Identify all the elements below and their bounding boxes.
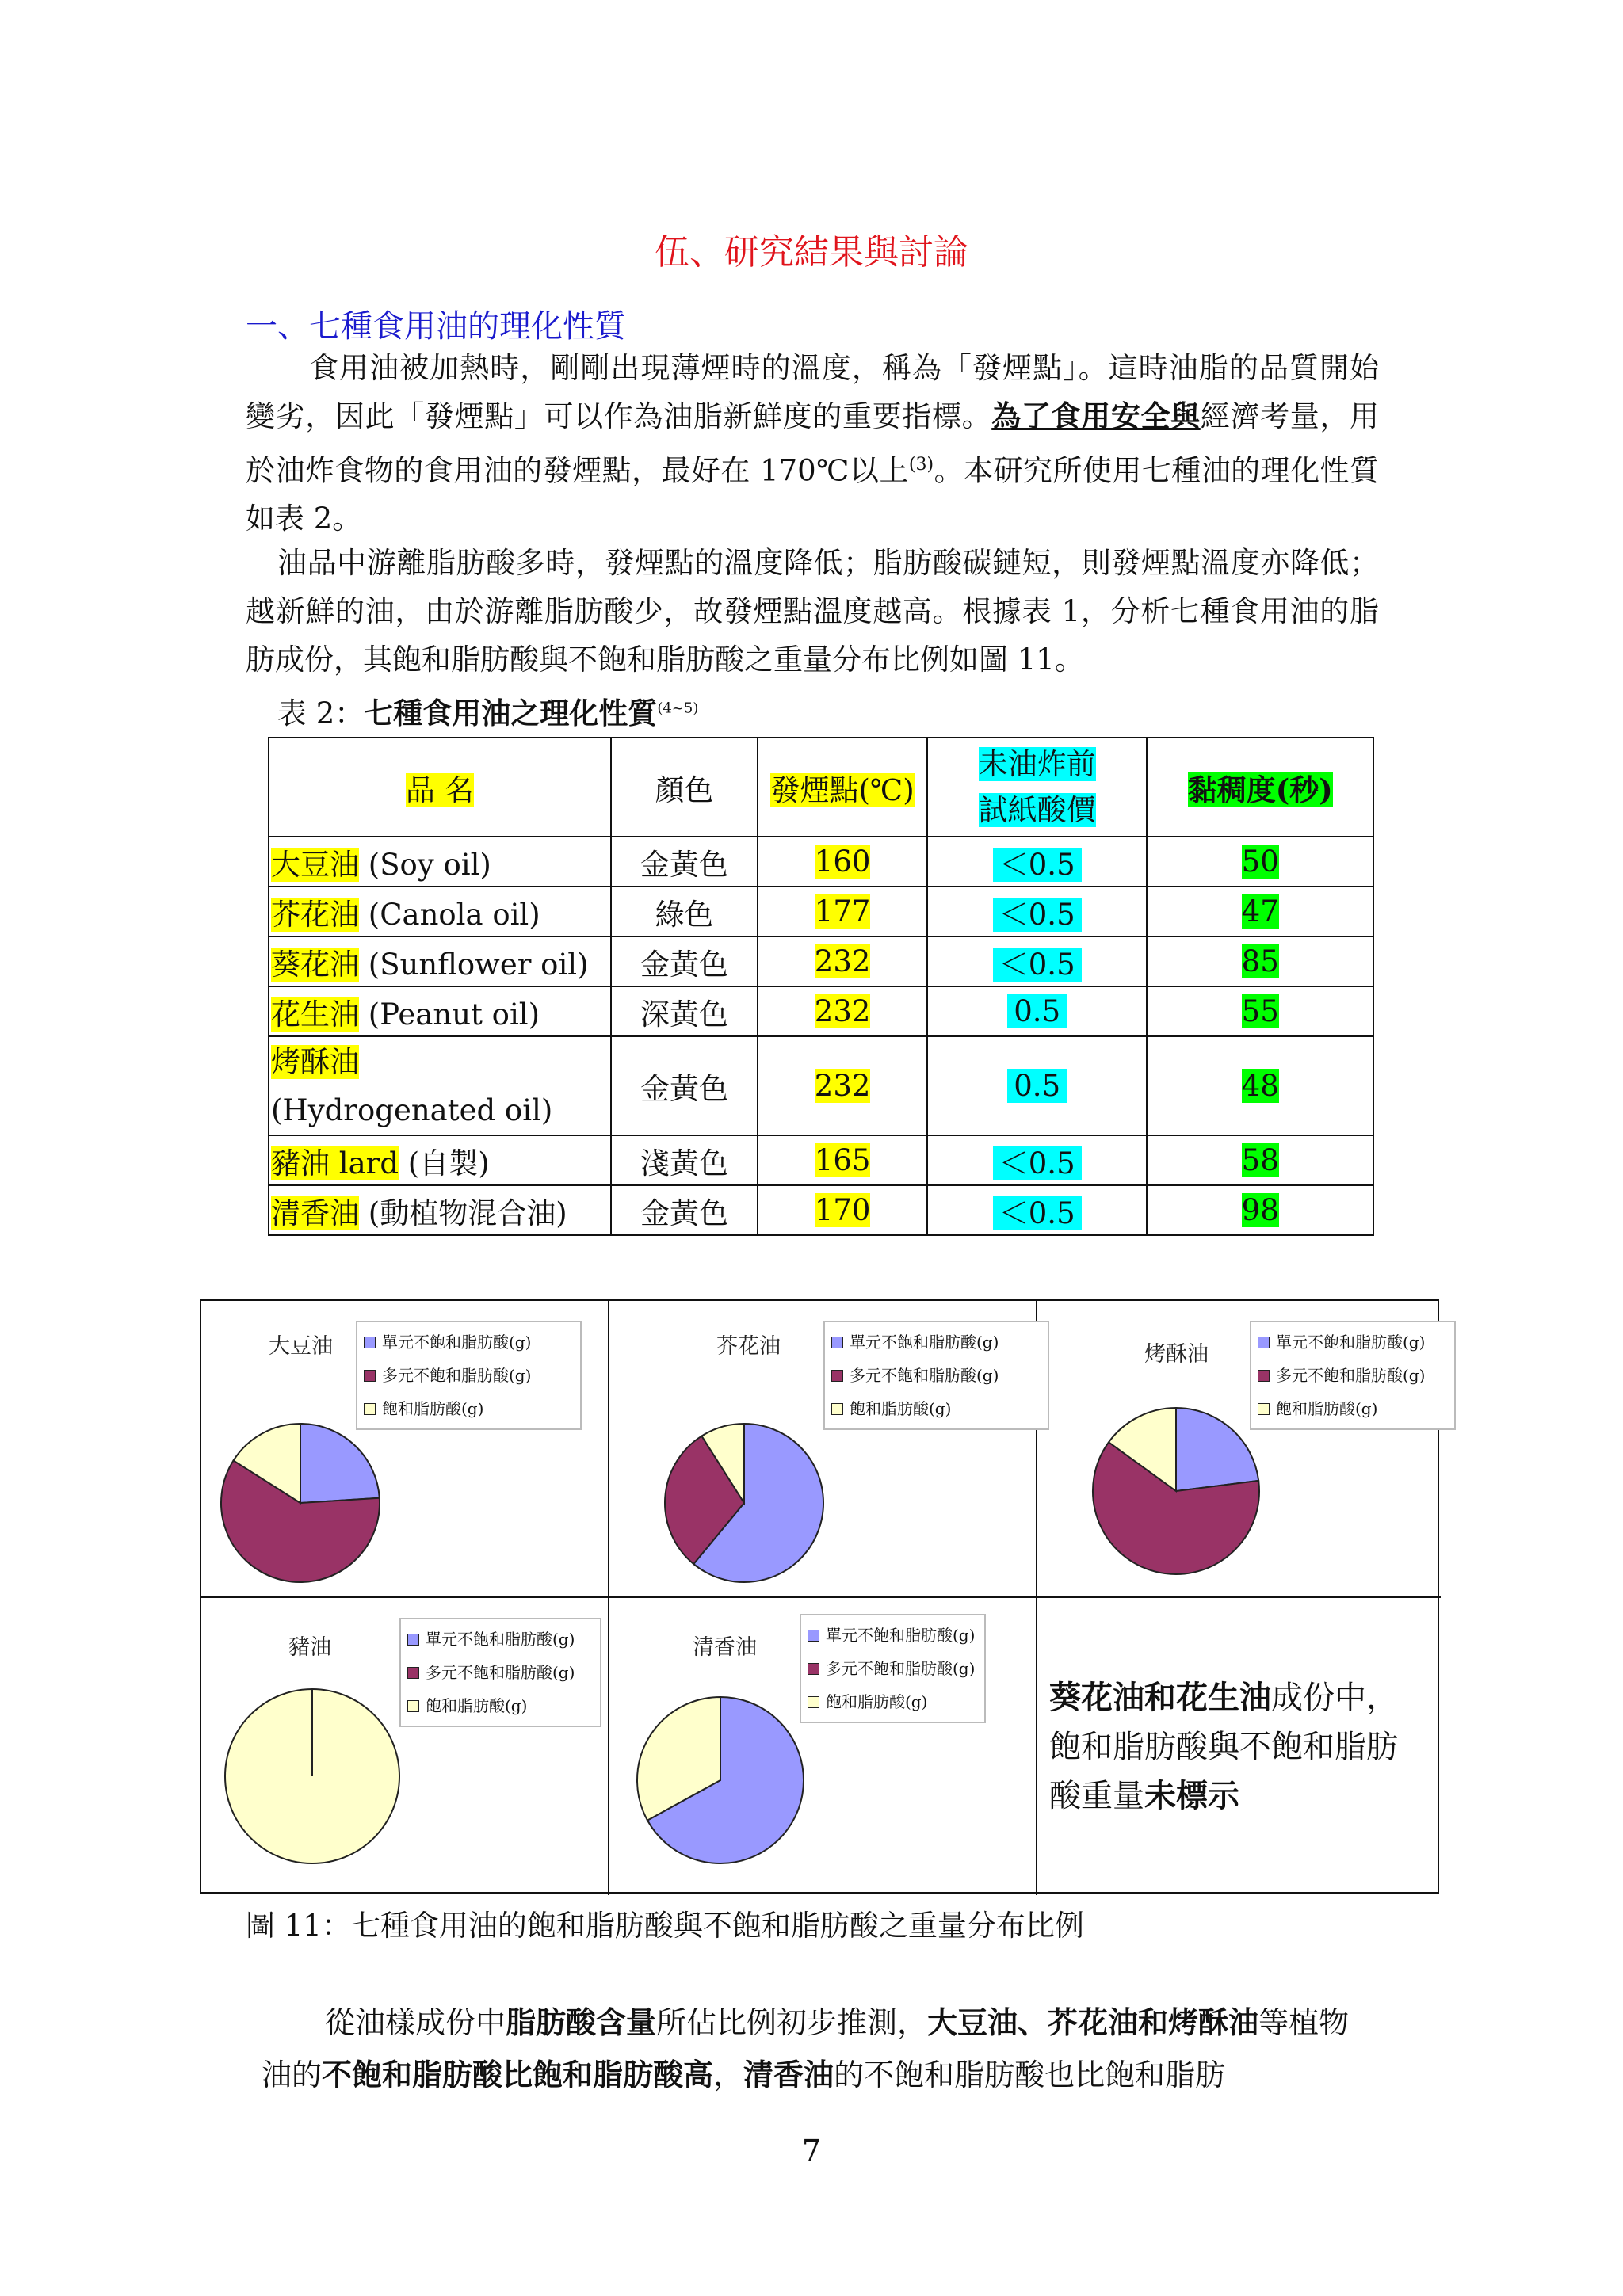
paragraph-fatty-acids: 油品中游離脂肪酸多時，發煙點的溫度降低；脂肪酸碳鏈短，則發煙點溫度亦降低；越新鮮的油，由於游離脂肪酸少，故發煙點溫度越高。根據表 1，分析七種食用油的脂肪成份，其飽和脂肪酸與不飽和脂肪酸之重量分布比例如圖 11。 [246,546,1379,677]
table-row [269,1185,1373,1235]
pie-chart-title: 大豆油 [269,1334,333,1359]
legend-swatch [1258,1337,1270,1348]
acid-value: ＜0.5 [993,1196,1082,1230]
para3-text-4: ， [713,2058,744,2092]
figure-caption: 圖 11：七種食用油的飽和脂肪酸與不飽和脂肪酸之重量分布比例 [246,1909,1084,1943]
legend-swatch [407,1667,419,1679]
oil-name-zh: 芥花油 [271,897,359,932]
table-row [269,887,1373,936]
para3-bold-1: 脂肪酸含量 [506,2004,657,2040]
table-row [269,1135,1373,1185]
subsection-heading: 一、七種食用油的理化性質 [246,308,626,345]
oil-name-en: (自製) [399,1146,490,1180]
pie-chart-cell [201,1598,609,1895]
legend-label: 單元不飽和脂肪酸(g) [1276,1333,1426,1352]
viscosity-cell [1147,887,1373,936]
viscosity: 47 [1241,894,1279,929]
para3-text-5: 的不飽和脂肪酸也比飽和脂肪 [834,2058,1226,2092]
oil-color-cell [611,986,758,1036]
pie-slice [300,1424,380,1503]
table-row [269,936,1373,986]
page-number: 7 [801,2134,822,2168]
table-row [269,1036,1373,1135]
legend-label: 單元不飽和脂肪酸(g) [850,1333,999,1352]
oil-color-cell [611,887,758,936]
legend-swatch [831,1370,843,1382]
legend-swatch [364,1403,376,1415]
legend-item [1258,1325,1448,1359]
legend-label: 飽和脂肪酸(g) [426,1696,528,1715]
viscosity: 48 [1241,1069,1279,1103]
pie-chart-legend [356,1321,582,1430]
header-color-label: 顏色 [655,772,714,807]
pie-chart-legend [399,1618,601,1727]
oil-color-cell [611,1036,758,1135]
legend-item [1258,1392,1448,1425]
table-row [269,837,1373,887]
oil-name-cell [269,1036,611,1135]
table-caption-title: 七種食用油之理化性質 [364,696,658,730]
viscosity: 55 [1241,994,1279,1028]
legend-label: 單元不飽和脂肪酸(g) [826,1626,976,1645]
acid-value-cell [927,986,1148,1036]
smoke-point: 232 [814,1069,871,1103]
citation-ref: (3) [908,455,934,475]
oil-name-en: (動植物混合油) [359,1196,567,1230]
legend-swatch [808,1630,819,1642]
viscosity: 85 [1241,944,1279,978]
legend-swatch [364,1370,376,1382]
acid-value-cell [927,1185,1148,1235]
pie-slice [1176,1408,1258,1491]
legend-label: 多元不飽和脂肪酸(g) [382,1366,532,1385]
smoke-point-cell [758,1135,927,1185]
oil-color: 綠色 [655,897,714,932]
section-heading: 伍、研究結果與討論 [655,232,968,273]
smoke-point-cell [758,1185,927,1235]
header-smoke [758,738,927,837]
smoke-point: 177 [814,894,871,929]
pie-charts-figure [200,1299,1439,1894]
pie-chart-legend [800,1614,986,1723]
smoke-point: 170 [814,1193,871,1227]
smoke-point: 232 [814,994,871,1028]
smoke-point-cell [758,986,927,1036]
legend-swatch [1258,1370,1270,1382]
para3-text-1: 從油樣成份中 [325,2005,506,2040]
legend-label: 多元不飽和脂肪酸(g) [850,1366,999,1385]
oil-name-cell [269,986,611,1036]
pie-chart-cell [1037,1301,1441,1598]
para1-text-2: 經濟考量，用於油炸食物的食用油的發煙點，最好在 170℃以上 [246,399,1380,488]
chart-note [1049,1673,1422,1821]
legend-swatch [831,1337,843,1348]
para3-bold-4: 清香油 [743,2057,834,2092]
legend-item [1258,1359,1448,1392]
legend-swatch [1258,1403,1270,1415]
legend-item [364,1325,574,1359]
viscosity-cell [1147,1135,1373,1185]
header-smoke-label: 發煙點(℃) [770,772,915,807]
legend-label: 飽和脂肪酸(g) [382,1399,484,1418]
oil-color-cell [611,1185,758,1235]
pie-chart-cell [609,1598,1037,1895]
legend-label: 多元不飽和脂肪酸(g) [1276,1366,1426,1385]
table-caption [277,689,698,732]
oil-color: 金黃色 [640,947,728,982]
smoke-point: 160 [814,845,871,879]
oil-name-zh: 豬油 lard [271,1146,399,1180]
acid-value-cell [927,837,1148,887]
paragraph-conclusion [262,1997,1379,2101]
legend-label: 飽和脂肪酸(g) [826,1692,928,1711]
viscosity-cell [1147,936,1373,986]
acid-value-cell [927,1135,1148,1185]
oil-color: 金黃色 [640,1071,728,1106]
viscosity: 58 [1241,1143,1279,1177]
acid-value: ＜0.5 [993,898,1082,932]
para1-text-3: 。本研究所使用七種油的理化性質如表 2。 [246,453,1380,536]
pie-chart-legend [1250,1321,1456,1430]
oil-name-zh: 花生油 [271,997,359,1032]
smoke-point-cell [758,1036,927,1135]
oil-color: 淺黃色 [640,1146,728,1180]
legend-swatch [407,1634,419,1646]
oil-color-cell [611,1135,758,1185]
legend-item [407,1689,594,1722]
legend-item [808,1619,978,1652]
header-name [269,738,611,837]
legend-label: 飽和脂肪酸(g) [850,1399,952,1418]
header-acid-line1: 未油炸前 [978,746,1096,781]
viscosity-cell [1147,837,1373,887]
viscosity-cell [1147,1036,1373,1135]
para3-text-2: 所佔比例初步推測， [656,2005,928,2040]
legend-item [407,1623,594,1656]
oil-name-zh: 大豆油 [271,847,359,882]
oil-name-en: (Hydrogenated oil) [271,1093,553,1127]
para3-bold-3: 不飽和脂肪酸比飽和脂肪酸高 [322,2057,714,2092]
oil-color: 金黃色 [640,847,728,882]
header-name-label: 品 名 [405,772,474,807]
oil-color: 金黃色 [640,1196,728,1230]
header-acid-line2: 試紙酸價 [978,792,1096,827]
oil-name-en: (Canola oil) [359,897,540,932]
oil-name-zh: 烤酥油 [271,1044,359,1079]
acid-value: ＜0.5 [993,948,1082,982]
legend-label: 多元不飽和脂肪酸(g) [426,1663,575,1682]
legend-item [407,1656,594,1689]
oil-name-en: (Sunflower oil) [359,947,589,982]
oil-properties-table [268,737,1374,1236]
oil-name-en: (Peanut oil) [359,997,540,1032]
pie-chart-legend [823,1321,1049,1430]
oil-name-en: (Soy oil) [359,847,491,882]
legend-item [808,1685,978,1718]
oil-name-cell [269,936,611,986]
oil-name-zh: 葵花油 [271,947,359,982]
table-caption-ref: (4~5) [657,700,699,717]
para1-underlined: 為了食用安全與 [991,399,1201,433]
acid-value: ＜0.5 [993,1146,1082,1180]
pie-chart-title: 烤酥油 [1144,1342,1209,1367]
legend-swatch [808,1663,819,1675]
acid-value-cell [927,887,1148,936]
legend-swatch [808,1696,819,1708]
smoke-point: 232 [814,944,871,978]
para3-text-3: 等植物油的 [262,2005,1350,2092]
pie-chart-title: 豬油 [288,1635,331,1660]
chart-note-text: 成份中，飽和脂肪酸與不飽和脂肪酸重量 [1049,1680,1398,1814]
oil-color-cell [611,936,758,986]
chart-note-bold: 葵花油和花生油 [1049,1679,1271,1716]
viscosity: 98 [1241,1193,1279,1227]
legend-swatch [364,1337,376,1348]
table-row [269,986,1373,1036]
header-viscosity-label: 黏稠度(秒) [1187,772,1333,807]
viscosity-cell [1147,986,1373,1036]
acid-value: 0.5 [1007,1069,1067,1103]
chart-note-bold-2: 未標示 [1144,1777,1239,1814]
viscosity-cell [1147,1185,1373,1235]
legend-label: 多元不飽和脂肪酸(g) [826,1659,976,1678]
legend-item [364,1392,574,1425]
pie-chart-cell [201,1301,609,1598]
legend-label: 單元不飽和脂肪酸(g) [426,1630,575,1649]
acid-value: 0.5 [1007,994,1067,1028]
paragraph-smoke-point [246,344,1379,543]
smoke-point: 165 [814,1143,871,1177]
pie-chart-title: 芥花油 [716,1334,781,1359]
legend-label: 單元不飽和脂肪酸(g) [382,1333,532,1352]
oil-color: 深黃色 [640,997,728,1032]
header-acid [927,738,1148,837]
smoke-point-cell [758,887,927,936]
oil-name-cell [269,837,611,887]
oil-name-cell [269,887,611,936]
header-color [611,738,758,837]
acid-value-cell [927,936,1148,986]
legend-item [831,1392,1041,1425]
acid-value: ＜0.5 [993,848,1082,882]
para3-bold-2: 大豆油、芥花油和烤酥油 [927,2004,1259,2040]
pie-chart-cell [609,1301,1037,1598]
legend-label: 飽和脂肪酸(g) [1276,1399,1378,1418]
header-viscosity [1147,738,1373,837]
oil-name-zh: 清香油 [271,1196,359,1230]
viscosity: 50 [1241,845,1279,879]
pie-chart-title: 清香油 [693,1635,757,1660]
smoke-point-cell [758,936,927,986]
acid-value-cell [927,1036,1148,1135]
legend-swatch [831,1403,843,1415]
oil-name-cell [269,1135,611,1185]
legend-item [364,1359,574,1392]
legend-item [831,1359,1041,1392]
smoke-point-cell [758,837,927,887]
para1-text: 食用油被加熱時，剛剛出現薄煙時的溫度，稱為「發煙點」。這時油脂的品質開始變劣，因此「發煙點」可以作為油脂新鮮度的重要指標。 [246,351,1379,433]
legend-item [831,1325,1041,1359]
table-caption-prefix: 表 2： [277,696,365,730]
legend-item [808,1652,978,1685]
oil-color-cell [611,837,758,887]
table-header-row [269,738,1373,837]
oil-name-cell [269,1185,611,1235]
legend-swatch [407,1700,419,1712]
